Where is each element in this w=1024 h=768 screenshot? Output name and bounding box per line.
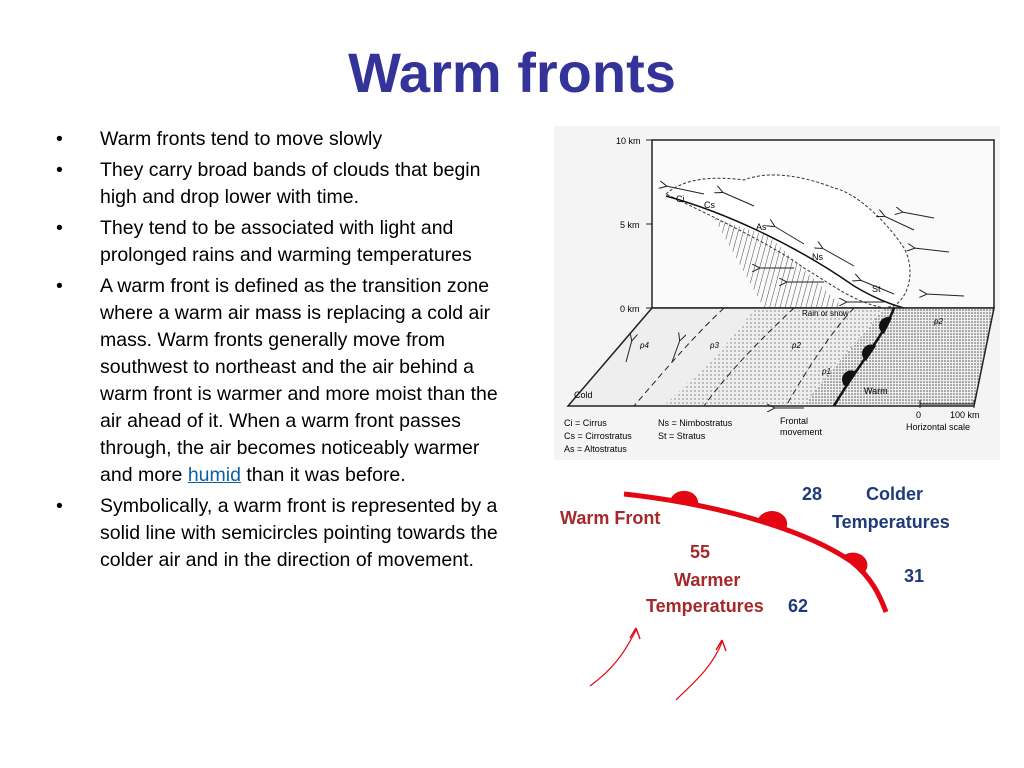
bullet-dot: •	[56, 275, 63, 297]
warm-front-cross-section	[554, 126, 1000, 460]
bullet-text: They carry broad bands of clouds that begin high and drop lower with time.	[100, 159, 481, 208]
warm-label: Warm	[864, 386, 888, 396]
front-label: Warm Front	[560, 508, 661, 528]
value-28: 28	[802, 484, 823, 504]
bullet-text: They tend to be associated with light and prolonged rains and warming temperatures	[100, 217, 472, 266]
colder-label: Colder	[866, 484, 924, 504]
slide-title: Warm fronts	[348, 41, 676, 104]
bullet-item	[52, 273, 500, 489]
bullet-item	[52, 215, 500, 269]
value-55: 55	[690, 542, 711, 562]
pressure-label-p1: p1	[822, 367, 831, 376]
value-62: 62	[788, 596, 809, 616]
bullet-text: A warm front is defined as the transition zone where a warm air mass is replacing a cold air mass. Warm fronts generally move from southwest to northeast and the air behind a warm front is warmer and more moist than the air ahead of it. When a warm front passes through, the air becomes noticeably warmer and more	[100, 275, 498, 486]
legend-ci: Ci = Cirrus	[564, 418, 607, 428]
bullet-text: than it was before.	[240, 464, 406, 486]
alt-label-10km: 10 km	[616, 136, 641, 146]
warm-air-arrow	[590, 630, 636, 686]
cloud-label-st: St	[872, 284, 881, 294]
bullet-item	[52, 157, 500, 211]
pressure-label-p2-right: p2	[934, 317, 943, 326]
legend-cs: Cs = Cirrostratus	[564, 431, 632, 441]
bullet-item	[52, 493, 500, 574]
warmer-temps-label: Temperatures	[646, 596, 764, 616]
bullet-dot: •	[56, 217, 63, 239]
cloud-label-ci: Ci	[676, 194, 685, 204]
pressure-label-p2: p2	[792, 341, 801, 350]
cloud-label-cs: Cs	[704, 200, 715, 210]
scale-100km: 100 km	[950, 410, 980, 420]
warm-front-map	[552, 478, 972, 706]
warmer-label: Warmer	[674, 570, 741, 590]
movement-label: movement	[780, 427, 823, 437]
legend-st: St = Stratus	[658, 431, 706, 441]
alt-label-0km: 0 km	[620, 304, 640, 314]
humid-link[interactable]: humid	[187, 464, 241, 486]
alt-label-5km: 5 km	[620, 220, 640, 230]
pressure-label-p4: p4	[640, 341, 649, 350]
scale-caption: Horizontal scale	[906, 422, 971, 432]
rain-snow-label: Rain or snow	[802, 309, 849, 318]
bullet-item	[52, 126, 500, 153]
bullet-text: Symbolically, a warm front is represented by a solid line with semicircles pointing towards the colder air and in the direction of movement.	[100, 495, 498, 571]
warm-air-arrow	[676, 642, 722, 700]
scale-zero: 0	[916, 410, 922, 420]
colder-temps-label: Temperatures	[832, 512, 950, 532]
bullet-list	[52, 126, 500, 578]
legend-ns: Ns = Nimbostratus	[658, 418, 733, 428]
pressure-label-p3: p3	[710, 341, 719, 350]
bullet-text: Warm fronts tend to move slowly	[100, 128, 383, 150]
cloud-label-ns: Ns	[812, 252, 823, 262]
bullet-dot: •	[56, 128, 63, 150]
bullet-dot: •	[56, 159, 63, 181]
legend-as: As = Altostratus	[564, 444, 627, 454]
cold-label: Cold	[574, 390, 593, 400]
frontal-label: Frontal	[780, 416, 809, 426]
value-31: 31	[904, 566, 925, 586]
cloud-label-as: As	[756, 222, 767, 232]
bullet-dot: •	[56, 495, 63, 517]
front-semicircle	[842, 553, 867, 573]
